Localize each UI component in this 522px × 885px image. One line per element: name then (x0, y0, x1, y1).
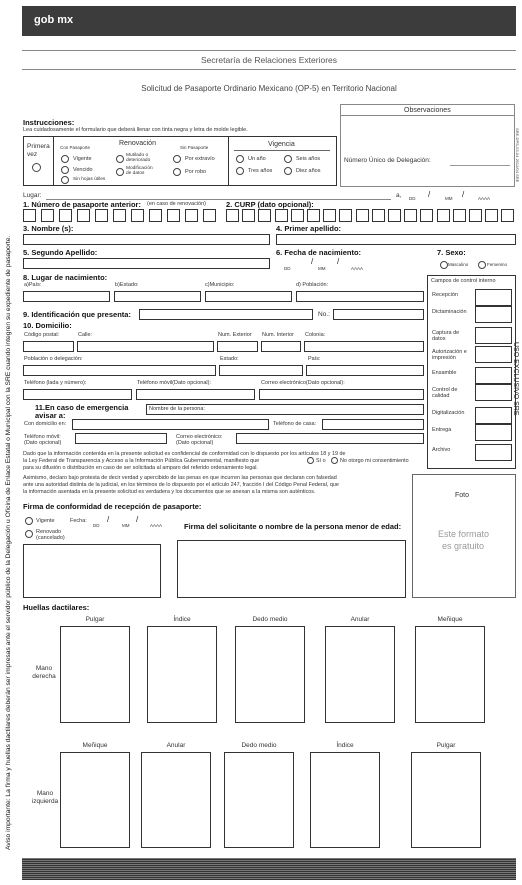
finger-label: Anular (350, 616, 370, 623)
control-item-label: Control de calidad (432, 387, 458, 399)
primera-vez-label: Primera vez (27, 143, 50, 159)
control-item-box[interactable] (475, 407, 512, 424)
mutilado-label: Mutilado o deteriorado (126, 153, 151, 164)
lugar-a: a, (396, 192, 402, 199)
foto-label: Foto (455, 492, 470, 499)
control-item-box[interactable] (475, 367, 512, 384)
curp-cell[interactable] (404, 209, 417, 222)
legal-p2a: Asimismo, declaro bajo protesta de decir verdad y apercibido de las penas en que incurren las personas que declaran con falsedad (23, 475, 337, 481)
secretaria-title: Secretaría de Relaciones Exteriores (200, 55, 338, 65)
finger-label: Anular (166, 742, 186, 749)
pais-field[interactable] (23, 291, 110, 302)
pasaporte-anterior-cell[interactable] (131, 209, 144, 222)
firma-conformidad-label: Firma de conformidad de recepción de pasaporte: (23, 502, 202, 511)
tel-movil-label: Teléfono móvil(Dato opcional): (137, 380, 211, 386)
curp-cell[interactable] (291, 209, 304, 222)
curp-cell[interactable] (307, 209, 320, 222)
pob-del-label: Población o delegación: (24, 356, 83, 362)
legal-p2b: ante una autoridad distinta de la judicial, en los términos de lo dispuesto por el artículo 247, fracción I del Código Penal Federal, que (23, 482, 339, 488)
estado-label: b)Estado: (115, 282, 139, 288)
pob-del-field[interactable] (23, 365, 216, 376)
finger-label: Dedo medio (241, 742, 277, 749)
firma-aaaa: AAAA (150, 523, 163, 528)
segundo-apellido-field[interactable] (23, 258, 270, 269)
header-bar (22, 6, 516, 36)
control-interno-title: Campos de control interno (431, 278, 496, 284)
curp-cell[interactable] (437, 209, 450, 222)
curp-cell[interactable] (469, 209, 482, 222)
tel-lada-field[interactable] (23, 389, 132, 400)
curp-cell[interactable] (323, 209, 336, 222)
fingerprint-box[interactable] (325, 626, 395, 723)
primer-apellido-field[interactable] (276, 234, 516, 245)
vencido-label: Vencido (73, 167, 93, 173)
curp-cell[interactable] (420, 209, 433, 222)
estado2-field[interactable] (219, 365, 303, 376)
seis-anos-label: Seis años (296, 156, 321, 162)
finger-label: Índice (173, 616, 191, 623)
curp-cell[interactable] (485, 209, 498, 222)
num-ext-field[interactable] (217, 341, 258, 352)
numero-delegacion-label: Número Único de Delegación: (344, 157, 431, 164)
no-otorgo-label: No otorgo mi consentimiento (340, 458, 409, 464)
tel-casa-label: Teléfono de casa: (273, 421, 317, 427)
f9-label: 9. Identificación que presenta: (23, 310, 131, 319)
instrucciones-text: Lea cuidadosamente el formulario que deberá llenar con tinta negra y letra de molde legible. (23, 127, 248, 133)
poblacion-label: d) Población: (296, 282, 329, 288)
control-item-box[interactable] (475, 424, 512, 441)
colonia-field[interactable] (304, 341, 424, 352)
vigencia-label: Vigencia (268, 141, 295, 148)
firma-conformidad-box[interactable] (23, 544, 161, 598)
renovacion-label: Renovación (119, 140, 156, 147)
control-item-label: Digitalización (432, 410, 465, 416)
pasaporte-anterior-cell[interactable] (203, 209, 216, 222)
lugar-dd: DD (409, 196, 416, 201)
curp-cell[interactable] (388, 209, 401, 222)
vencido-radio[interactable] (61, 166, 69, 174)
robo-label: Por robo (185, 169, 207, 175)
pasaporte-anterior-cell[interactable] (23, 209, 36, 222)
firma-slash-1: / (107, 515, 110, 524)
pais-label: a)País: (24, 282, 42, 288)
sin-hojas-label: Sin hojas útiles (73, 177, 106, 182)
tel-lada-label: Teléfono (lada y número): (24, 380, 87, 386)
pasaporte-anterior-cell[interactable] (59, 209, 72, 222)
diez-anos-radio[interactable] (284, 167, 292, 175)
femenino-label: Femenino (487, 262, 508, 267)
tel-movil2-label: Teléfono móvil: (Dato opcional) (24, 434, 62, 447)
lugar-label: Lugar: (23, 192, 42, 199)
calle-field[interactable] (77, 341, 214, 352)
huellas-title: Huellas dactilares: (23, 603, 90, 612)
lugar-mm: MM (445, 196, 453, 201)
lugar-slash-1: / (428, 190, 431, 199)
pasaporte-anterior-cell[interactable] (95, 209, 108, 222)
fingerprint-box[interactable] (147, 626, 217, 723)
header-divider (22, 50, 516, 51)
fingerprint-box[interactable] (60, 626, 130, 723)
firma-vigente-label: Vigente (36, 518, 55, 524)
f11-label: 11.En caso de emergencia avisar a: (35, 403, 129, 421)
un-ano-radio[interactable] (236, 155, 244, 163)
fingerprint-box[interactable] (60, 752, 130, 848)
cp-label: Código postal: (24, 332, 60, 338)
pasaporte-anterior-cell[interactable] (113, 209, 126, 222)
correo-label: Correo electrónico(Dato opcional): (261, 380, 345, 386)
colonia-label: Colonia: (305, 332, 326, 338)
si-radio[interactable] (307, 457, 314, 464)
firma-renovado-label: Renovado (cancelado) (36, 529, 65, 542)
curp-cell[interactable] (372, 209, 385, 222)
municipio-field[interactable] (205, 291, 292, 302)
legal-p1c: para su difusión o distribución en caso de ser solicitada al amparo del referido ordenamiento legal. (23, 465, 258, 471)
control-item-box[interactable] (475, 346, 512, 363)
footer-bar (22, 858, 516, 880)
persona-label: Nombre de la persona: (149, 406, 205, 412)
fingerprint-box[interactable] (415, 626, 485, 723)
pais2-label: País: (308, 356, 321, 362)
pasaporte-anterior-cell[interactable] (77, 209, 90, 222)
curp-cell[interactable] (226, 209, 239, 222)
municipio-label: c)Municipio: (205, 282, 235, 288)
domicilio-en-label: Con domicilio en: (24, 421, 67, 427)
modificacion-radio[interactable] (116, 168, 124, 176)
pais2-field[interactable] (306, 365, 424, 376)
un-ano-label: Un año (248, 156, 266, 162)
fingerprint-box[interactable] (411, 752, 481, 848)
con-pasaporte-label: Con Pasaporte (60, 145, 91, 150)
tres-anos-label: Tres años (248, 168, 273, 174)
primera-vez-radio[interactable] (32, 163, 41, 172)
firma-solicitante-label: Firma del solicitante o nombre de la persona menor de edad: (184, 522, 402, 531)
form-title: Solicitud de Pasaporte Ordinario Mexicano (OP-5) en Territorio Nacional (141, 84, 397, 93)
legal-p2c: la información asentada en la presente solicitud es verdadera y los documentos que se anexan a la misma son auténticos. (23, 489, 316, 495)
sin-pasaporte-label: Sin Pasaporte (180, 145, 209, 150)
correo-field[interactable] (259, 389, 424, 400)
f2-label: 2. CURP (dato opcional): (226, 200, 314, 209)
nac-slash-2: / (337, 257, 340, 266)
curp-cell[interactable] (275, 209, 288, 222)
femenino-radio[interactable] (478, 261, 486, 269)
identificacion-field[interactable] (139, 309, 313, 320)
finger-label: Pulgar (85, 616, 105, 623)
fingerprint-box[interactable] (224, 752, 294, 848)
legal-p1a: Dado que la información contenida en la presente solicitud es confidencial de conformidad con lo dispuesto por los artículos 18 y 19 de (23, 451, 346, 457)
curp-cell[interactable] (339, 209, 352, 222)
vigente-label: Vigente (73, 156, 92, 162)
fingerprint-box[interactable] (235, 626, 305, 723)
firma-vigente-radio[interactable] (25, 517, 33, 525)
lugar-slash-2: / (462, 190, 465, 199)
calle-label: Calle: (78, 332, 93, 338)
observaciones-title: Observaciones (404, 107, 451, 114)
finger-label: Dedo medio (252, 616, 288, 623)
si-label: Sí o (316, 458, 326, 464)
control-item-label: Captura de datos (432, 330, 460, 342)
cp-field[interactable] (23, 341, 74, 352)
firma-dd: DD (93, 523, 100, 528)
curp-cell[interactable] (453, 209, 466, 222)
estado-field[interactable] (114, 291, 201, 302)
robo-radio[interactable] (173, 168, 181, 176)
numero-delegacion-field[interactable] (450, 156, 510, 166)
modificacion-label: Modificación de datos (126, 166, 153, 177)
control-item-box[interactable] (475, 444, 512, 461)
legal-p1b: la Ley Federal de Transparencia y Acceso a la Información Pública Gubernamental, manifiesto que (23, 458, 260, 464)
curp-cell[interactable] (242, 209, 255, 222)
nac-mm: MM (318, 266, 326, 271)
lugar-aaaa: AAAA (478, 196, 491, 201)
control-item-label: Archivo (432, 447, 451, 453)
uso-exclusivo-label: USO EXCLUSIVO SRE (512, 342, 519, 416)
curp-cell[interactable] (356, 209, 369, 222)
instrucciones-title: Instrucciones: (23, 118, 75, 127)
control-item-label: Recepción (432, 292, 458, 298)
firma-slash-2: / (136, 515, 139, 524)
extravio-radio[interactable] (173, 155, 181, 163)
pasaporte-anterior-cell[interactable] (167, 209, 180, 222)
curp-cell[interactable] (258, 209, 271, 222)
tel-movil-field[interactable] (136, 389, 255, 400)
f6-label: 6. Fecha de nacimiento: (276, 248, 362, 257)
poblacion-field[interactable] (296, 291, 424, 302)
masculino-label: Masculino (448, 262, 469, 267)
control-item-label: Entrega (432, 427, 452, 433)
f8-label: 8. Lugar de nacimiento: (23, 273, 108, 282)
observaciones-box (340, 104, 515, 187)
seis-anos-radio[interactable] (284, 155, 292, 163)
gob-logo: gob mx (34, 14, 74, 26)
diez-anos-label: Diez años (296, 168, 321, 174)
tel-casa-field[interactable] (322, 419, 424, 430)
side-code: SRE-DPS-03-04 2012/04 SRE (515, 128, 520, 183)
nac-aaaa: AAAA (351, 266, 364, 271)
f10-label: 10. Domicilio: (23, 321, 72, 330)
identificacion-no-field[interactable] (333, 309, 424, 320)
tres-anos-radio[interactable] (236, 167, 244, 175)
sin-hojas-radio[interactable] (61, 176, 69, 184)
finger-label: Pulgar (436, 742, 456, 749)
fingerprint-box[interactable] (310, 752, 380, 848)
side-notice: Aviso importante: La firma y huellas dactilares deberán ser impresas ante el servidor público de la Delegación u Oficina de Enlace Estatal o Municipal con la SRE cuando integren su expediente de pasaporte. (5, 235, 12, 850)
vigencia-underline (234, 150, 330, 151)
f1-label: 1. Número de pasaporte anterior: (23, 200, 141, 209)
num-int-field[interactable] (261, 341, 301, 352)
control-item-box[interactable] (475, 306, 512, 323)
num-int-label: Num. Interior (262, 332, 294, 338)
vigente-radio[interactable] (61, 155, 69, 163)
firma-fecha-label: Fecha: (70, 518, 87, 524)
firma-solicitante-box[interactable] (177, 540, 406, 598)
control-item-label: Ensamble (432, 370, 457, 376)
tel-movil2-field[interactable] (75, 433, 167, 444)
extravio-label: Por extravío (185, 156, 215, 162)
nac-dd: DD (284, 266, 291, 271)
nombre-field[interactable] (23, 234, 270, 245)
tramite-divider (53, 136, 54, 186)
no-otorgo-radio[interactable] (331, 457, 338, 464)
control-item-label: Autorización e impresión (432, 349, 467, 361)
num-ext-label: Num. Exterior (218, 332, 252, 338)
f1-note: (en caso de renovación) (147, 201, 207, 207)
observaciones-header-line (340, 115, 515, 116)
mano-derecha-label: Mano derecha (32, 665, 56, 681)
fingerprint-box[interactable] (141, 752, 211, 848)
curp-cell[interactable] (501, 209, 514, 222)
mano-izquierda-label: Mano izquierda (31, 790, 59, 806)
control-item-label: Dictaminación (432, 309, 467, 315)
watermark-line-1: Este formato (438, 529, 490, 539)
finger-label: Índice (336, 742, 354, 749)
finger-label: Meñique (437, 616, 463, 623)
no-label: No.: (318, 311, 330, 318)
nac-slash-1: / (311, 257, 314, 266)
correo2-label: Correo electrónico: (Dato opcional) (176, 434, 223, 447)
finger-label: Meñique (82, 742, 108, 749)
f5-label: 5. Segundo Apellido: (23, 248, 98, 257)
mutilado-radio[interactable] (116, 155, 124, 163)
firma-mm: MM (122, 523, 130, 528)
masculino-radio[interactable] (440, 261, 448, 269)
pasaporte-anterior-cell[interactable] (41, 209, 54, 222)
f3-label: 3. Nombre (s): (23, 224, 74, 233)
tramite-divider-2 (228, 136, 229, 186)
header-divider-2 (22, 69, 516, 70)
pasaporte-anterior-cell[interactable] (149, 209, 162, 222)
control-item-box[interactable] (475, 289, 512, 306)
estado2-label: Estado: (220, 356, 239, 362)
f7-label: 7. Sexo: (437, 248, 466, 257)
control-item-box[interactable] (475, 384, 512, 401)
watermark-line-2: es gratuito (442, 541, 485, 551)
pasaporte-anterior-cell[interactable] (185, 209, 198, 222)
domicilio-en-field[interactable] (72, 419, 269, 430)
control-item-box[interactable] (475, 327, 512, 344)
firma-renovado-radio[interactable] (25, 530, 33, 538)
f4-label: 4. Primer apellido: (276, 224, 342, 233)
correo2-field[interactable] (236, 433, 424, 444)
